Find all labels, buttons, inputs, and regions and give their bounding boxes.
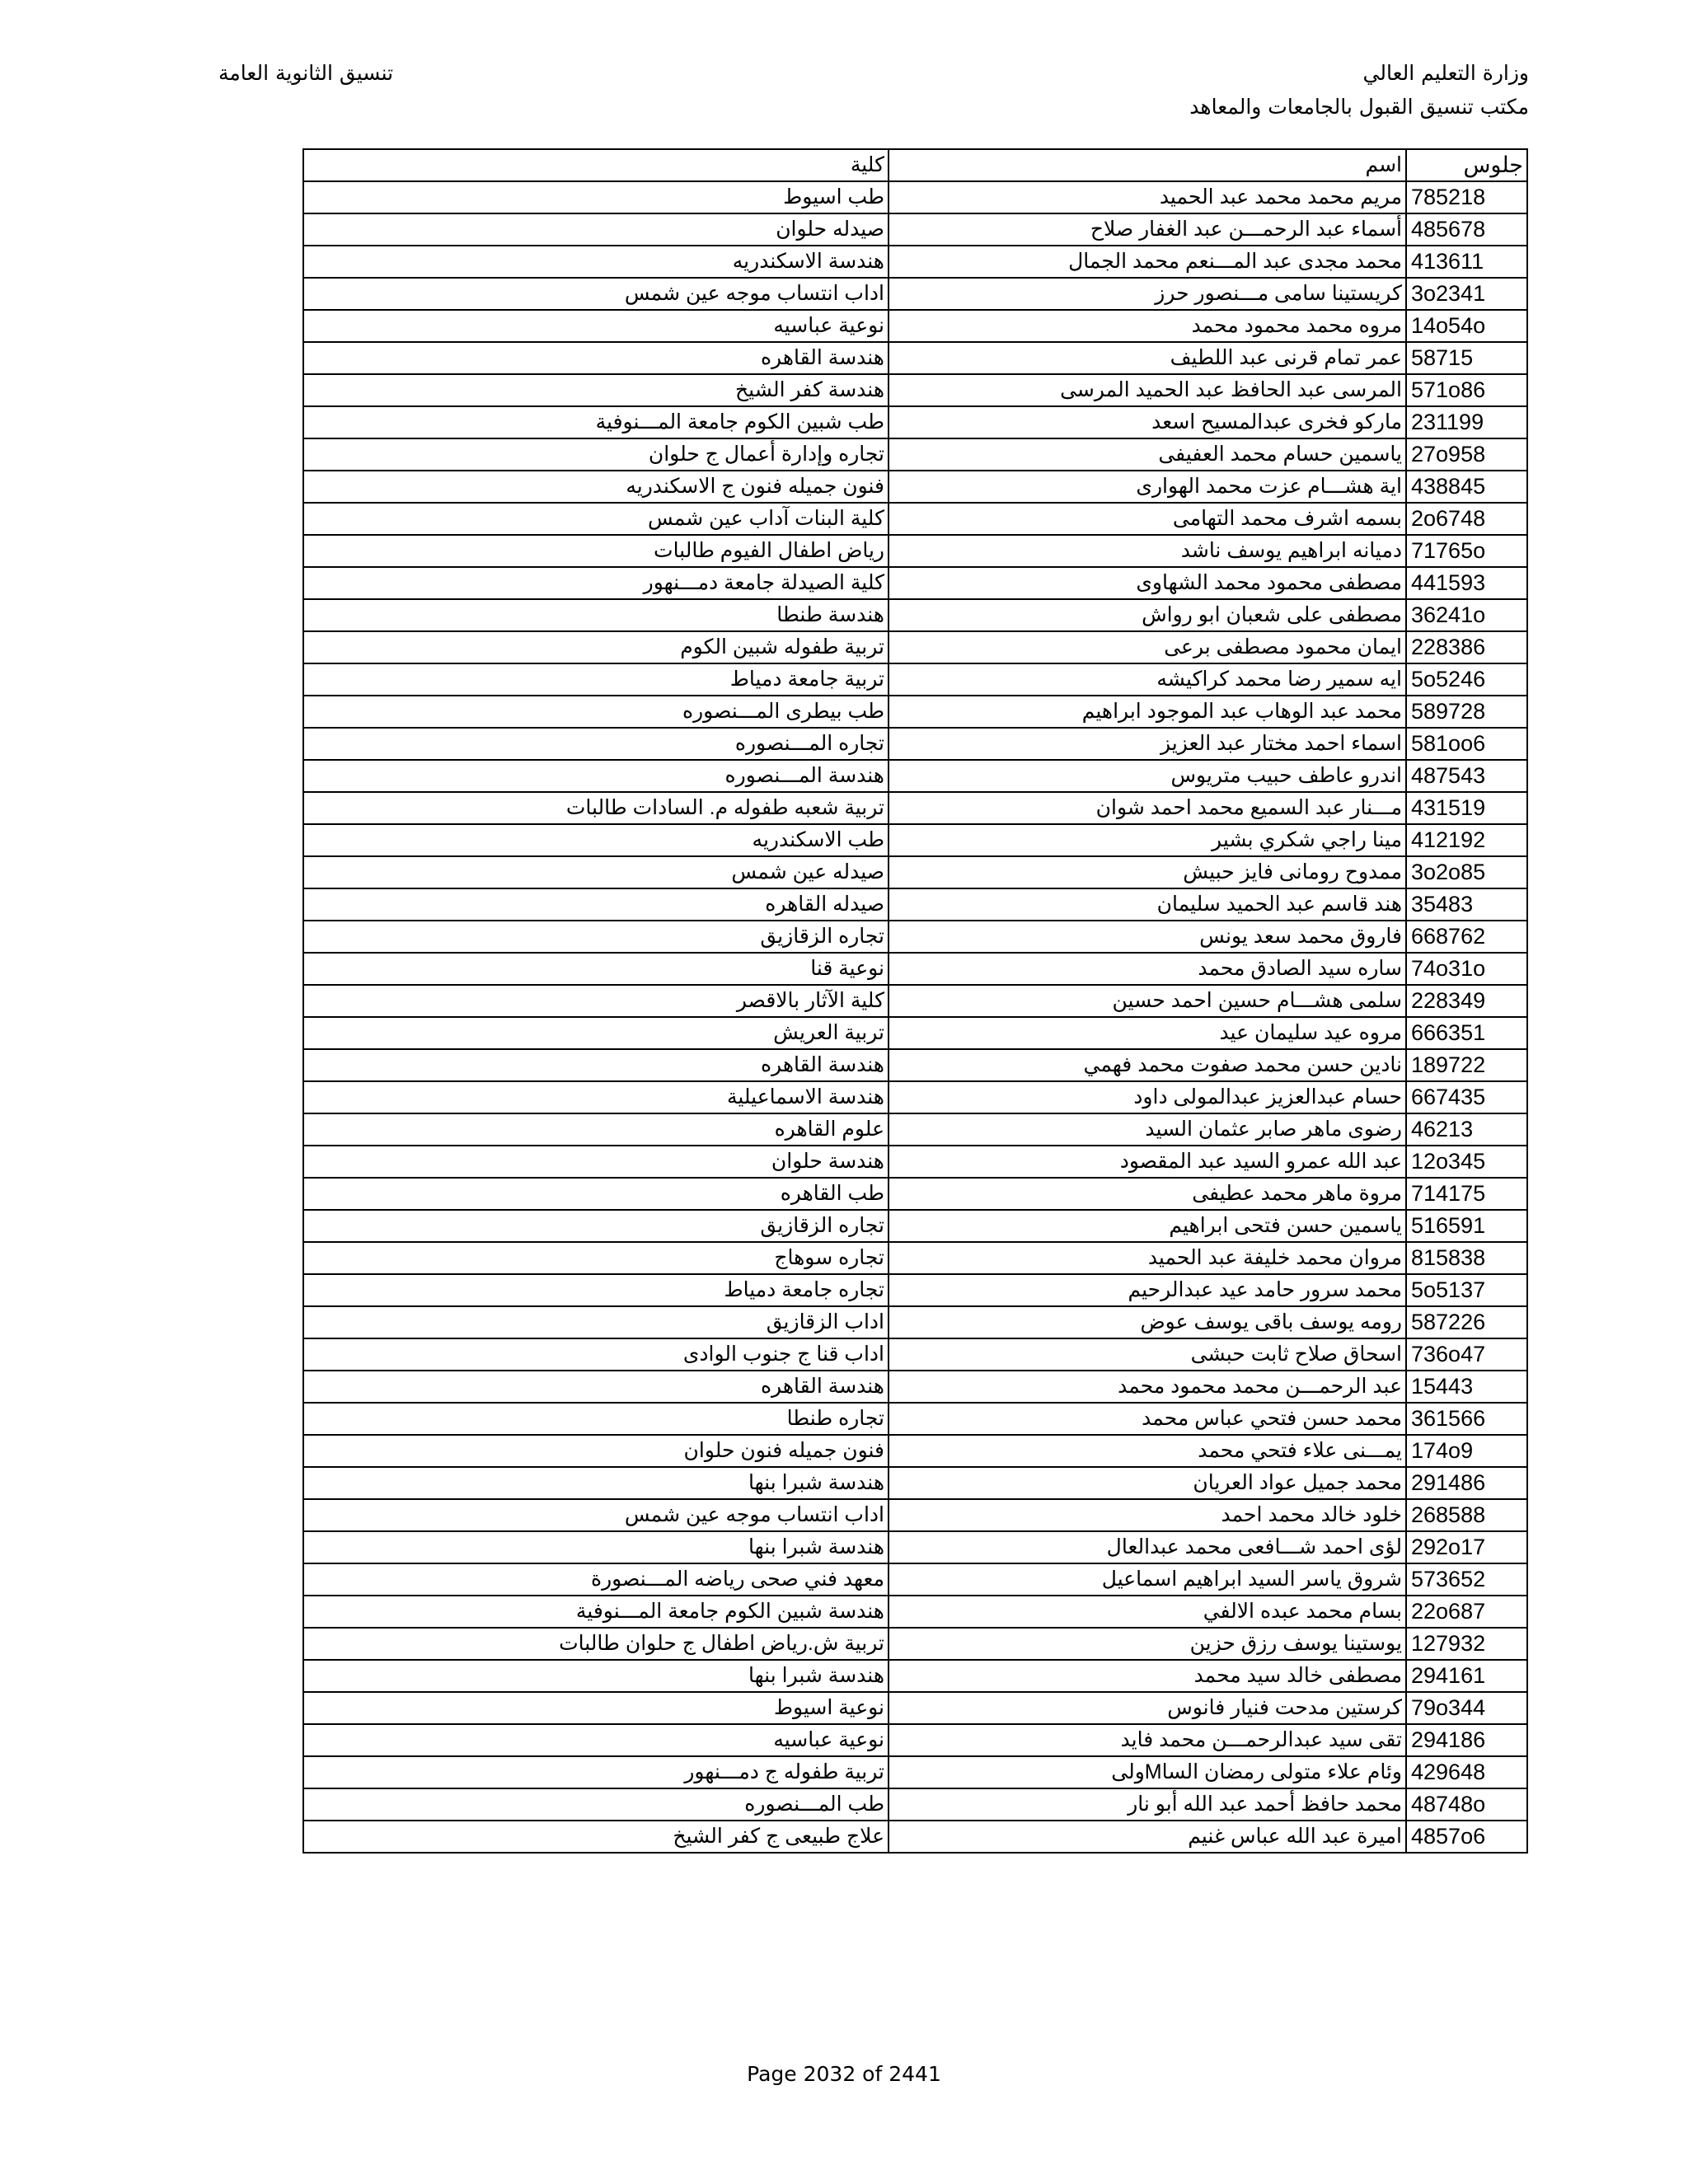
student-name-cell: اميرة عبد الله عباس غنيم — [889, 1821, 1406, 1853]
faculty-cell: هندسة شبرا بنها — [303, 1660, 889, 1692]
table-row — [303, 1628, 1527, 1660]
seat-number-cell: 441593 — [1406, 567, 1527, 599]
student-name-cell: ماركو فخرى عبدالمسيح اسعد — [889, 406, 1406, 438]
faculty-cell: تجاره وإدارة أعمال ج حلوان — [303, 438, 889, 471]
seat-number-cell: 485678 — [1406, 213, 1527, 246]
seat-number-cell: 736o47 — [1406, 1338, 1527, 1371]
seat-number-cell: 228386 — [1406, 631, 1527, 663]
table-row — [303, 503, 1527, 535]
coordination-title: تنسيق الثانوية العامة — [218, 61, 394, 85]
faculty-cell: هندسة الاسكندريه — [303, 246, 889, 278]
table-row — [303, 1049, 1527, 1081]
faculty-cell: تجاره طنطا — [303, 1403, 889, 1435]
table-row — [303, 1531, 1527, 1563]
table-row — [303, 599, 1527, 631]
table-row — [303, 663, 1527, 696]
seat-number-cell: 14o54o — [1406, 310, 1527, 342]
seat-number-cell: 294186 — [1406, 1724, 1527, 1756]
faculty-cell: اداب انتساب موجه عين شمس — [303, 278, 889, 310]
seat-number-cell: 79o344 — [1406, 1692, 1527, 1724]
seat-number-cell: 516591 — [1406, 1210, 1527, 1242]
student-name-cell: ايه سمير رضا محمد كراكيشه — [889, 663, 1406, 696]
table-row — [303, 1788, 1527, 1821]
student-name-cell: تقى سيد عبدالرحمـــن محمد فايد — [889, 1724, 1406, 1756]
table-row — [303, 213, 1527, 246]
table-row — [303, 438, 1527, 471]
student-name-cell: أسماء عبد الرحمـــن عبد الغفار صلاح — [889, 213, 1406, 246]
faculty-cell: صيدله عين شمس — [303, 856, 889, 888]
faculty-cell: هندسة كفر الشيخ — [303, 374, 889, 406]
seat-number-cell: 668762 — [1406, 921, 1527, 953]
faculty-cell: صيدله القاهره — [303, 888, 889, 921]
table-row — [303, 567, 1527, 599]
faculty-cell: علاج طبيعى ج كفر الشيخ — [303, 1821, 889, 1853]
student-name-cell: اسماء احمد مختار عبد العزيز — [889, 728, 1406, 760]
student-name-cell: ياسمين حسن فتحى ابراهيم — [889, 1210, 1406, 1242]
student-name-cell: وئام علاء متولى رمضان الساMولى — [889, 1756, 1406, 1788]
seat-number-cell: 412192 — [1406, 824, 1527, 856]
faculty-cell: تربية ش.رياض اطفال ج حلوان طالبات — [303, 1628, 889, 1660]
table-row — [303, 1371, 1527, 1403]
seat-column-header: جلوس — [1406, 149, 1527, 181]
faculty-cell: هندسة شبرا بنها — [303, 1467, 889, 1499]
table-row — [303, 1081, 1527, 1113]
seat-number-cell: 48748o — [1406, 1788, 1527, 1821]
student-name-cell: اسحاق صلاح ثابت حبشى — [889, 1338, 1406, 1371]
table-row — [303, 406, 1527, 438]
faculty-cell: هندسة الاسماعيلية — [303, 1081, 889, 1113]
faculty-cell: هندسة شبرا بنها — [303, 1531, 889, 1563]
seat-number-cell: 431519 — [1406, 792, 1527, 824]
student-name-cell: لؤى احمد شـــافعى محمد عبدالعال — [889, 1531, 1406, 1563]
table-row — [303, 921, 1527, 953]
student-name-cell: محمد حافظ أحمد عبد الله أبو نار — [889, 1788, 1406, 1821]
seat-number-cell: 785218 — [1406, 181, 1527, 213]
seat-number-cell: 429648 — [1406, 1756, 1527, 1788]
seat-number-cell: 5o5137 — [1406, 1274, 1527, 1306]
seat-number-cell: 27o958 — [1406, 438, 1527, 471]
seat-number-cell: 413611 — [1406, 246, 1527, 278]
table-row — [303, 1724, 1527, 1756]
student-name-cell: ايمان محمود مصطفى برعى — [889, 631, 1406, 663]
seat-number-cell: 12o345 — [1406, 1146, 1527, 1178]
table-row — [303, 1467, 1527, 1499]
seat-number-cell: 4857o6 — [1406, 1821, 1527, 1853]
student-name-cell: سلمى هشـــام حسين احمد حسين — [889, 985, 1406, 1017]
student-name-cell: ساره سيد الصادق محمد — [889, 953, 1406, 985]
seat-number-cell: 294161 — [1406, 1660, 1527, 1692]
faculty-cell: فنون جميله فنون حلوان — [303, 1435, 889, 1467]
table-row — [303, 342, 1527, 374]
seat-number-cell: 15443 — [1406, 1371, 1527, 1403]
table-row — [303, 1274, 1527, 1306]
student-name-cell: رومه يوسف باقى يوسف عوض — [889, 1306, 1406, 1338]
student-name-cell: كرستين مدحت فنيار فانوس — [889, 1692, 1406, 1724]
table-row — [303, 535, 1527, 567]
student-name-cell: محمد حسن فتحي عباس محمد — [889, 1403, 1406, 1435]
table-row — [303, 985, 1527, 1017]
student-name-cell: خلود خالد محمد احمد — [889, 1499, 1406, 1531]
table-row — [303, 246, 1527, 278]
faculty-cell: تجاره الزقازيق — [303, 921, 889, 953]
seat-number-cell: 815838 — [1406, 1242, 1527, 1274]
faculty-cell: هندسة طنطا — [303, 599, 889, 631]
table-row — [303, 953, 1527, 985]
student-name-cell: بسام محمد عبده الالفي — [889, 1596, 1406, 1628]
faculty-cell: تربية طفوله شبين الكوم — [303, 631, 889, 663]
student-name-cell: عمر تمام قرنى عبد اللطيف — [889, 342, 1406, 374]
faculty-cell: نوعية قنا — [303, 953, 889, 985]
seat-number-cell: 189722 — [1406, 1049, 1527, 1081]
table-row — [303, 631, 1527, 663]
table-row — [303, 181, 1527, 213]
seat-number-cell: 581oo6 — [1406, 728, 1527, 760]
seat-number-cell: 587226 — [1406, 1306, 1527, 1338]
seat-number-cell: 589728 — [1406, 696, 1527, 728]
faculty-cell: معهد فني صحى رياضه المـــنصورة — [303, 1563, 889, 1596]
student-name-cell: رضوى ماهر صابر عثمان السيد — [889, 1113, 1406, 1146]
results-table — [302, 148, 1528, 1854]
seat-number-cell: 714175 — [1406, 1178, 1527, 1210]
faculty-cell: تربية جامعة دمياط — [303, 663, 889, 696]
table-row — [303, 374, 1527, 406]
student-name-cell: محمد جميل عواد العريان — [889, 1467, 1406, 1499]
student-name-cell: محمد عبد الوهاب عبد الموجود ابراهيم — [889, 696, 1406, 728]
faculty-cell: نوعية اسيوط — [303, 1692, 889, 1724]
office-title: مكتب تنسيق القبول بالجامعات والمعاهد — [1189, 95, 1529, 119]
student-name-cell: محمد مجدى عبد المـــنعم محمد الجمال — [889, 246, 1406, 278]
faculty-cell: طب بيطرى المـــنصوره — [303, 696, 889, 728]
table-row — [303, 1692, 1527, 1724]
student-name-cell: مروه عيد سليمان عيد — [889, 1017, 1406, 1049]
faculty-cell: طب شبين الكوم جامعة المـــنوفية — [303, 406, 889, 438]
table-row — [303, 856, 1527, 888]
ministry-title: وزارة التعليم العالي — [1362, 61, 1529, 85]
student-name-cell: مروان محمد خليفة عبد الحميد — [889, 1242, 1406, 1274]
seat-number-cell: 666351 — [1406, 1017, 1527, 1049]
seat-number-cell: 71765o — [1406, 535, 1527, 567]
seat-number-cell: 231199 — [1406, 406, 1527, 438]
faculty-cell: فنون جميله فنون ج الاسكندريه — [303, 471, 889, 503]
student-name-cell: مصطفى خالد سيد محمد — [889, 1660, 1406, 1692]
seat-number-cell: 667435 — [1406, 1081, 1527, 1113]
faculty-cell: اداب قنا ج جنوب الوادى — [303, 1338, 889, 1371]
seat-number-cell: 361566 — [1406, 1403, 1527, 1435]
page-number: Page 2032 of 2441 — [747, 2062, 941, 2086]
student-name-cell: اندرو عاطف حبيب متريوس — [889, 760, 1406, 792]
student-name-cell: عبد الله عمرو السيد عبد المقصود — [889, 1146, 1406, 1178]
faculty-cell: تربية شعبه طفوله م. السادات طالبات — [303, 792, 889, 824]
faculty-cell: تجاره الزقازيق — [303, 1210, 889, 1242]
faculty-cell: تربية طفوله ج دمـــنهور — [303, 1756, 889, 1788]
faculty-cell: نوعية عباسيه — [303, 1724, 889, 1756]
table-row — [303, 1435, 1527, 1467]
table-row — [303, 696, 1527, 728]
student-name-cell: شروق ياسر السيد ابراهيم اسماعيل — [889, 1563, 1406, 1596]
seat-number-cell: 292o17 — [1406, 1531, 1527, 1563]
student-name-cell: ياسمين حسام محمد العفيفى — [889, 438, 1406, 471]
table-row — [303, 1017, 1527, 1049]
faculty-cell: هندسة حلوان — [303, 1146, 889, 1178]
seat-number-cell: 5o5246 — [1406, 663, 1527, 696]
table-row — [303, 792, 1527, 824]
table-row — [303, 1113, 1527, 1146]
faculty-cell: طب المـــنصوره — [303, 1788, 889, 1821]
seat-number-cell: 573652 — [1406, 1563, 1527, 1596]
seat-number-cell: 228349 — [1406, 985, 1527, 1017]
faculty-cell: تربية العريش — [303, 1017, 889, 1049]
seat-number-cell: 74o31o — [1406, 953, 1527, 985]
seat-number-cell: 3o2o85 — [1406, 856, 1527, 888]
student-name-cell: مروة ماهر محمد عطيفى — [889, 1178, 1406, 1210]
faculty-cell: نوعية عباسيه — [303, 310, 889, 342]
seat-number-cell: 46213 — [1406, 1113, 1527, 1146]
faculty-cell: طب اسيوط — [303, 181, 889, 213]
faculty-cell: كلية الصيدلة جامعة دمـــنهور — [303, 567, 889, 599]
faculty-cell: علوم القاهره — [303, 1113, 889, 1146]
table-row — [303, 1210, 1527, 1242]
table-row — [303, 888, 1527, 921]
student-name-cell: مروه محمد محمود محمد — [889, 310, 1406, 342]
seat-number-cell: 487543 — [1406, 760, 1527, 792]
faculty-cell: تجاره سوهاج — [303, 1242, 889, 1274]
seat-number-cell: 291486 — [1406, 1467, 1527, 1499]
student-name-cell: يمـــنى علاء فتحي محمد — [889, 1435, 1406, 1467]
table-row — [303, 1403, 1527, 1435]
table-row — [303, 1178, 1527, 1210]
faculty-column-header: كلية — [303, 149, 889, 181]
student-name-cell: المرسى عبد الحافظ عبد الحميد المرسى — [889, 374, 1406, 406]
student-name-cell: فاروق محمد سعد يونس — [889, 921, 1406, 953]
table-row — [303, 1563, 1527, 1596]
student-name-cell: كريستينا سامى مـــنصور حرز — [889, 278, 1406, 310]
table-row — [303, 1242, 1527, 1274]
name-column-header: اسم — [889, 149, 1406, 181]
faculty-cell: هندسة القاهره — [303, 342, 889, 374]
seat-number-cell: 58715 — [1406, 342, 1527, 374]
seat-number-cell: 174o9 — [1406, 1435, 1527, 1467]
faculty-cell: رياض اطفال الفيوم طالبات — [303, 535, 889, 567]
student-name-cell: محمد سرور حامد عيد عبدالرحيم — [889, 1274, 1406, 1306]
student-name-cell: بسمه اشرف محمد التهامى — [889, 503, 1406, 535]
student-name-cell: اية هشـــام عزت محمد الهوارى — [889, 471, 1406, 503]
faculty-cell: طب القاهره — [303, 1178, 889, 1210]
seat-number-cell: 571o86 — [1406, 374, 1527, 406]
faculty-cell: كلية الآثار بالاقصر — [303, 985, 889, 1017]
table-row — [303, 1146, 1527, 1178]
faculty-cell: هندسة شبين الكوم جامعة المـــنوفية — [303, 1596, 889, 1628]
student-name-cell: يوستينا يوسف رزق حزين — [889, 1628, 1406, 1660]
student-name-cell: نادين حسن محمد صفوت محمد فهمي — [889, 1049, 1406, 1081]
seat-number-cell: 35483 — [1406, 888, 1527, 921]
student-name-cell: عبد الرحمـــن محمد محمود محمد — [889, 1371, 1406, 1403]
student-name-cell: مـــنار عبد السميع محمد احمد شوان — [889, 792, 1406, 824]
table-row — [303, 1499, 1527, 1531]
seat-number-cell: 2o6748 — [1406, 503, 1527, 535]
seat-number-cell: 36241o — [1406, 599, 1527, 631]
seat-number-cell: 438845 — [1406, 471, 1527, 503]
student-name-cell: مصطفى على شعبان ابو رواش — [889, 599, 1406, 631]
table-row — [303, 1756, 1527, 1788]
student-name-cell: هند قاسم عبد الحميد سليمان — [889, 888, 1406, 921]
faculty-cell: اداب انتساب موجه عين شمس — [303, 1499, 889, 1531]
student-name-cell: مصطفى محمود محمد الشهاوى — [889, 567, 1406, 599]
seat-number-cell: 22o687 — [1406, 1596, 1527, 1628]
table-row — [303, 310, 1527, 342]
table-row — [303, 760, 1527, 792]
student-name-cell: حسام عبدالعزيز عبدالمولى داود — [889, 1081, 1406, 1113]
faculty-cell: تجاره جامعة دمياط — [303, 1274, 889, 1306]
faculty-cell: اداب الزقازيق — [303, 1306, 889, 1338]
table-row — [303, 1596, 1527, 1628]
table-row — [303, 1306, 1527, 1338]
table-row — [303, 278, 1527, 310]
faculty-cell: تجاره المـــنصوره — [303, 728, 889, 760]
table-row — [303, 1338, 1527, 1371]
faculty-cell: كلية البنات آداب عين شمس — [303, 503, 889, 535]
table-row — [303, 1821, 1527, 1853]
table-row — [303, 728, 1527, 760]
seat-number-cell: 127932 — [1406, 1628, 1527, 1660]
student-name-cell: مينا راجي شكري بشير — [889, 824, 1406, 856]
table-header-row — [303, 149, 1527, 181]
table-row — [303, 824, 1527, 856]
seat-number-cell: 268588 — [1406, 1499, 1527, 1531]
table-row — [303, 1660, 1527, 1692]
seat-number-cell: 3o2341 — [1406, 278, 1527, 310]
table-row — [303, 471, 1527, 503]
faculty-cell: هندسة القاهره — [303, 1371, 889, 1403]
faculty-cell: هندسة المـــنصوره — [303, 760, 889, 792]
faculty-cell: طب الاسكندريه — [303, 824, 889, 856]
faculty-cell: صيدله حلوان — [303, 213, 889, 246]
student-name-cell: مريم محمد محمد عبد الحميد — [889, 181, 1406, 213]
student-name-cell: ممدوح رومانى فايز حبيش — [889, 856, 1406, 888]
faculty-cell: هندسة القاهره — [303, 1049, 889, 1081]
student-name-cell: دميانه ابراهيم يوسف ناشد — [889, 535, 1406, 567]
